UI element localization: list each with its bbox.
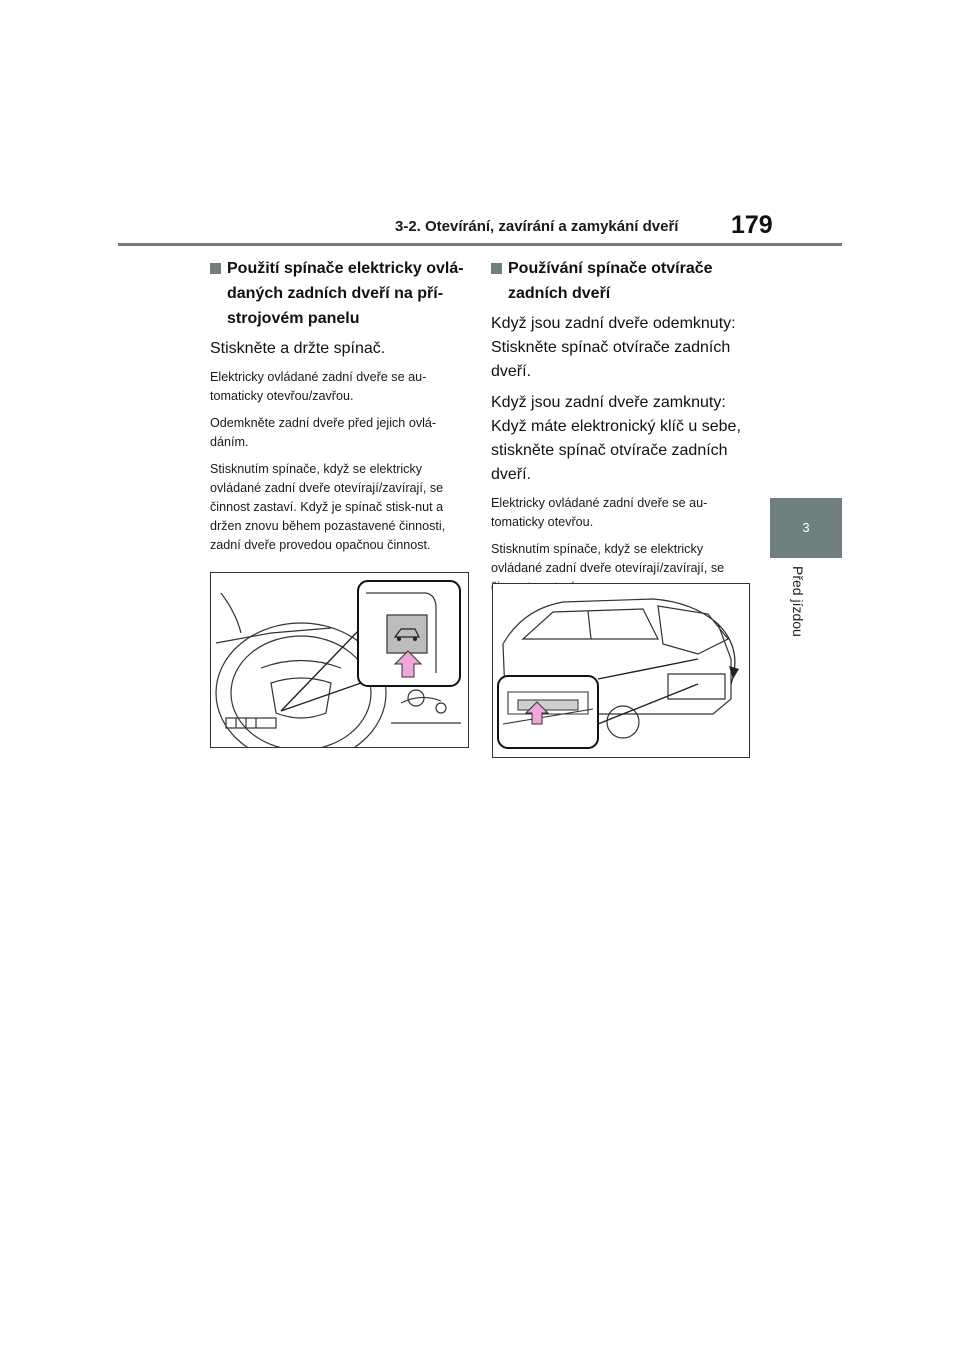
dashboard-switch-illustration (210, 572, 469, 748)
chapter-number: 3 (802, 520, 810, 535)
right-paragraph-1: Když jsou zadní dveře odemknuty: Stiskněte spínač otvírače zadních dveří. (491, 315, 736, 380)
header-rule (118, 243, 842, 246)
chapter-tab (770, 498, 842, 558)
right-heading-text: Používání spínače otvírače zadních dveří (508, 260, 713, 302)
chapter-label: Před jízdou (790, 566, 806, 637)
left-main-instruction: Stiskněte a držte spínač. (210, 340, 386, 357)
right-heading (491, 256, 753, 306)
header-title: 3-2. Otevírání, zavírání a zamykání dveří (395, 218, 679, 235)
left-note-3: Stisknutím spínače, když se elektricky ovládané zadní dveře otevírají/zavírají, se činnost zastaví. Když je spínač stisk-nut a držen znovu během pozastavené činnosti, zadní dveře provedou opačnou činnost. (210, 462, 446, 552)
left-heading (210, 256, 468, 331)
square-bullet-icon (491, 263, 502, 274)
left-heading-text: Použití spínače elektricky ovlá-daných zadních dveří na pří-strojovém panelu (227, 260, 464, 327)
left-note-1: Elektricky ovládané zadní dveře se au-tomaticky otevřou/zavřou. (210, 370, 427, 403)
page-number: 179 (731, 211, 773, 239)
tailgate-opener-illustration (492, 583, 750, 758)
right-note-1: Elektricky ovládané zadní dveře se au-tomaticky otevřou. (491, 496, 708, 529)
left-note-2: Odemkněte zadní dveře před jejich ovlá-dáním. (210, 416, 437, 449)
suv-drawing (493, 584, 749, 757)
right-paragraph-2: Když jsou zadní dveře zamknuty: Když máte elektronický klíč u sebe, stiskněte spínač otvírače zadních dveří. (491, 394, 741, 483)
right-note-2: Stisknutím spínače, když se elektricky ovládané zadní dveře otevírají/zavírají, se (491, 542, 725, 575)
left-column (210, 256, 468, 563)
square-bullet-icon (210, 263, 221, 274)
dashboard-drawing (211, 573, 468, 747)
right-column (491, 256, 753, 605)
